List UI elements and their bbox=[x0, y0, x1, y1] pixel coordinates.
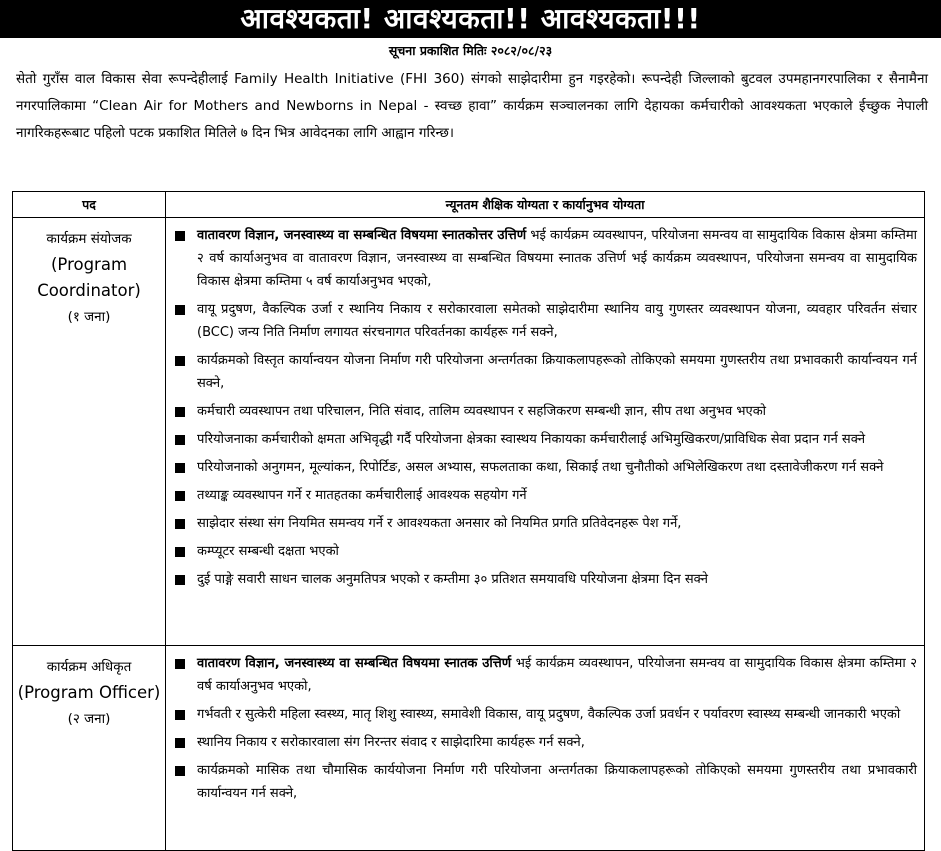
item-text: दुई पाङ्गे सवारी साधन चालक अनुमतिपत्र भएको र कम्तीमा ३० प्रतिशत समयावधि परियोजना क्षेत्रमा दिन सक्ने bbox=[197, 572, 708, 587]
header-qualification: न्यूनतम शैक्षिक योग्यता र कार्यानुभव योग्यता bbox=[445, 197, 645, 212]
square-bullet-icon bbox=[175, 738, 185, 748]
qualification-list bbox=[173, 224, 917, 596]
notice-banner bbox=[0, 0, 941, 38]
square-bullet-icon bbox=[175, 491, 185, 501]
table-row bbox=[13, 646, 925, 851]
square-bullet-icon bbox=[175, 356, 185, 366]
qualification-list bbox=[173, 652, 917, 810]
list-item bbox=[173, 484, 917, 507]
list-item bbox=[173, 428, 917, 451]
square-bullet-icon bbox=[175, 659, 185, 669]
item-text: परियोजनाको अनुगमन, मूल्यांकन, रिपोर्टिङ, असल अभ्यास, सफलताका कथा, सिकाई तथा चुनौतीको अभिलेखिकरण तथा दस्तावेजीकरण गर्न सक्ने bbox=[197, 460, 884, 475]
square-bullet-icon bbox=[175, 463, 185, 473]
header-post: पद bbox=[82, 197, 96, 212]
item-text: गर्भवती र सुत्केरी महिला स्वस्थ्य, मातृ शिशु स्वास्थ्य, समावेशी विकास, वायू प्रदुषण, वैकल्पिक उर्जा प्रवर्धन र पर्यावरण स्वास्थ्य सम्बन्धी जानकारी भएको bbox=[197, 707, 901, 722]
notice-title: आवश्यकता! आवश्यकता!! आवश्यकता!!! bbox=[240, 2, 701, 35]
item-lead: वातावरण विज्ञान, जनस्वास्थ्य वा सम्बन्धित विषयमा स्नातक उत्तिर्ण bbox=[197, 656, 512, 671]
list-item bbox=[173, 731, 917, 754]
list-item bbox=[173, 759, 917, 805]
list-item bbox=[173, 224, 917, 293]
list-item bbox=[173, 400, 917, 423]
item-text: कार्यक्रमको मासिक तथा चौमासिक कार्ययोजना निर्माण गरी परियोजना अन्तर्गतका क्रियाकलापहरूको तोकिएको समयमा गुणस्तरीय तथा प्रभावकारी कार्यान्वयन गर्न सक्ने, bbox=[197, 763, 917, 801]
square-bullet-icon bbox=[175, 305, 185, 315]
item-text: तथ्याङ्क व्यवस्थापन गर्ने र मातहतका कर्मचारीलाई आवश्यक सहयोग गर्ने bbox=[197, 488, 527, 503]
list-item bbox=[173, 456, 917, 479]
list-item bbox=[173, 540, 917, 563]
square-bullet-icon bbox=[175, 231, 185, 241]
list-item bbox=[173, 703, 917, 726]
item-text: कार्यक्रमको विस्तृत कार्यान्वयन योजना निर्माण गरी परियोजना अन्तर्गतका क्रियाकलापहरूको तोकिएको समयमा गुणस्तरीय तथा प्रभावकारी कार्यान्वयन गर्न सक्ने, bbox=[197, 353, 917, 391]
post-title-np: कार्यक्रम अधिकृत bbox=[46, 659, 132, 675]
square-bullet-icon bbox=[175, 575, 185, 585]
post-count: (२ जना) bbox=[67, 711, 111, 727]
post-title-en: (Program Officer) bbox=[17, 683, 161, 702]
square-bullet-icon bbox=[175, 435, 185, 445]
item-text: भई कार्यक्रम व्यवस्थापन, परियोजना समन्वय वा सामुदायिक विकास क्षेत्रमा कम्तिमा २ वर्ष कार्याअनुभव वा वातावरण विज्ञान, जनस्वास्थ्य वा सम्बन्धित विषयमा स्नातक उत्तिर्ण भई कार्यक्रम व्यवस्थापन, परियोजना समन्वय वा सामुदायिक विकास क्षेत्रमा कम्तिमा ५ वर्ष कार्याअनुभव भएको, bbox=[197, 228, 918, 289]
item-text: भई कार्यक्रम व्यवस्थापन, परियोजना समन्वय वा सामुदायिक विकास क्षेत्रमा कम्तिमा २ वर्ष कार्याअनुभव भएको, bbox=[197, 656, 917, 694]
list-item bbox=[173, 568, 917, 591]
item-text: साझेदार संस्था संग नियमित समन्वय गर्ने र आवश्यकता अनसार को नियमित प्रगति प्रतिवेदनहरू पेश गर्ने, bbox=[197, 516, 682, 531]
item-text: स्थानिय निकाय र सरोकारवाला संग निरन्तर संवाद र साझेदारिमा कार्यहरू गर्न सक्ने, bbox=[197, 735, 585, 750]
item-text: कर्मचारी व्यवस्थापन तथा परिचालन, निति संवाद, तालिम व्यवस्थापन र सहजिकरण सम्बन्धी ज्ञान, सीप तथा अनुभव भएको bbox=[197, 404, 767, 419]
job-requirements-table bbox=[12, 191, 925, 851]
item-text: वायू प्रदुषण, वैकल्पिक उर्जा र स्थानिय निकाय र सरोकारवाला समेतको साझेदारीमा स्थानिय वायु गुणस्तर व्यवस्थापन योजना, व्यवहार परिवर्तन संचार (BCC) जन्य निति निर्माण लगायत संरचनागत परिवर्तनका कार्यहरू गर्न सक्ने, bbox=[197, 302, 917, 340]
list-item bbox=[173, 349, 917, 395]
square-bullet-icon bbox=[175, 766, 185, 776]
post-title-np: कार्यक्रम संयोजक bbox=[46, 231, 132, 247]
post-cell bbox=[13, 226, 165, 330]
item-lead: वातावरण विज्ञान, जनस्वास्थ्य वा सम्बन्धित विषयमा स्नातकोत्तर उत्तिर्ण bbox=[197, 228, 527, 243]
table-row bbox=[13, 218, 925, 646]
list-item bbox=[173, 298, 917, 344]
item-text: परियोजनाका कर्मचारीको क्षमता अभिवृद्धी गर्दै परियोजना क्षेत्रका स्वास्थय निकायका कर्मचारीलाई अभिमुखिकरण/प्राविधिक सेवा प्रदान गर्न सक्ने bbox=[197, 432, 866, 447]
table-header bbox=[13, 192, 925, 218]
item-text: कम्प्यूटर सम्बन्धी दक्षता भएको bbox=[197, 544, 339, 559]
post-cell bbox=[13, 654, 165, 732]
square-bullet-icon bbox=[175, 519, 185, 529]
square-bullet-icon bbox=[175, 407, 185, 417]
square-bullet-icon bbox=[175, 710, 185, 720]
published-date: सूचना प्रकाशित मितिः २०८२/०८/२३ bbox=[388, 43, 553, 58]
list-item bbox=[173, 652, 917, 698]
intro-paragraph: सेतो गुराँस वाल विकास सेवा रूपन्देहीलाई Family Health Initiative (FHI 360) संगको साझेदारीमा हुन गइरहेको। रूपन्देही जिल्लाको बुटवल उपमहानगरपालिका र सैनामैना नगरपालिकामा “Clean Air for Mothers and Newborns in Nepal - स्वच्छ हावा” कार्यक्रम सञ्चालनका लागि देहायका कर्मचारीको आवश्यकता भएकाले ईच्छुक नेपाली नागरिकहरूबाट पहिलो पटक प्रकाशित मितिले ७ दिन भित्र आवेदनका लागि आह्वान गरिन्छ। bbox=[16, 71, 928, 141]
post-count: (१ जना) bbox=[67, 309, 111, 325]
post-title-en: (Program Coordinator) bbox=[37, 255, 141, 300]
square-bullet-icon bbox=[175, 547, 185, 557]
list-item bbox=[173, 512, 917, 535]
